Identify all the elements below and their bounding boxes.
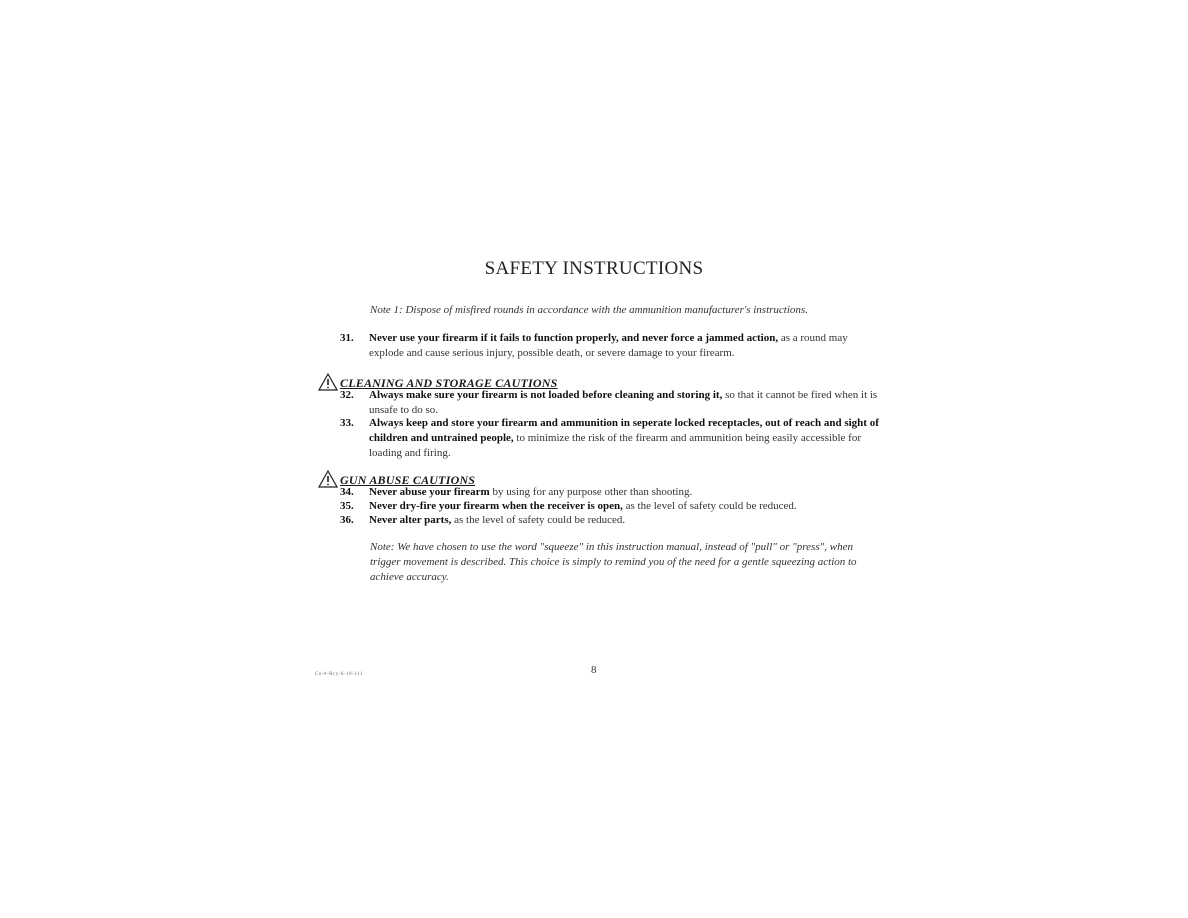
page-number: 8 bbox=[591, 664, 597, 676]
item-emphasis: Always keep and store your firearm and ammunition in seperate locked receptacles, out of reach and sight of children and untrained people, bbox=[369, 417, 879, 444]
footer-code: Co-#-Rcy-6-10-111 bbox=[315, 672, 363, 677]
item-number: 34. bbox=[340, 486, 354, 498]
item-text bbox=[369, 331, 880, 361]
item-emphasis: Never alter parts, bbox=[369, 514, 452, 526]
item-detail: to minimize the risk of the firearm and ammunition being easily accessible for loading and firing. bbox=[369, 432, 861, 459]
item-detail: as the level of safety could be reduced. bbox=[622, 500, 797, 512]
section-title: GUN ABUSE CAUTIONS bbox=[340, 473, 476, 487]
item-detail: as a round may explode and cause serious injury, possible death, or severe damage to your firearm. bbox=[369, 332, 848, 359]
squeeze-note: Note: We have chosen to use the word "squeeze" in this instruction manual, instead of "pull" or "press", when trigger movement is described. This choice is simply to remind you of the need for a gentle squeezing action to achieve accuracy. bbox=[370, 541, 857, 583]
item-text bbox=[369, 513, 880, 528]
misfire-note: Note 1: Dispose of misfired rounds in accordance with the ammunition manufacturer's instructions. bbox=[370, 304, 808, 316]
item-detail: so that it cannot be fired when it is unsafe to do so. bbox=[369, 389, 878, 416]
list-item bbox=[340, 416, 880, 461]
item-text bbox=[369, 499, 880, 514]
item-text bbox=[369, 485, 880, 500]
list-item bbox=[340, 331, 880, 361]
item-emphasis: Never abuse your firearm bbox=[369, 486, 490, 498]
list-item bbox=[340, 388, 880, 418]
list-item bbox=[340, 513, 880, 528]
item-text bbox=[369, 416, 880, 461]
item-number: 35. bbox=[340, 500, 354, 512]
warning-triangle-icon bbox=[318, 470, 338, 488]
page-title: SAFETY INSTRUCTIONS bbox=[484, 258, 704, 279]
list-item bbox=[340, 485, 880, 500]
section-title: CLEANING AND STORAGE CAUTIONS bbox=[340, 376, 558, 390]
item-number: 32. bbox=[340, 389, 354, 401]
item-number: 36. bbox=[340, 514, 354, 526]
item-emphasis: Never use your firearm if it fails to function properly, and never force a jammed action, bbox=[369, 332, 779, 344]
item-number: 33. bbox=[340, 417, 354, 429]
item-emphasis: Always make sure your firearm is not loaded before cleaning and storing it, bbox=[369, 389, 723, 401]
item-number: 31. bbox=[340, 332, 354, 344]
item-detail: by using for any purpose other than shooting. bbox=[489, 486, 693, 498]
warning-triangle-icon bbox=[318, 373, 338, 391]
list-item bbox=[340, 499, 880, 514]
item-emphasis: Never dry-fire your firearm when the receiver is open, bbox=[369, 500, 623, 512]
item-text bbox=[369, 388, 880, 418]
item-detail: as the level of safety could be reduced. bbox=[451, 514, 626, 526]
